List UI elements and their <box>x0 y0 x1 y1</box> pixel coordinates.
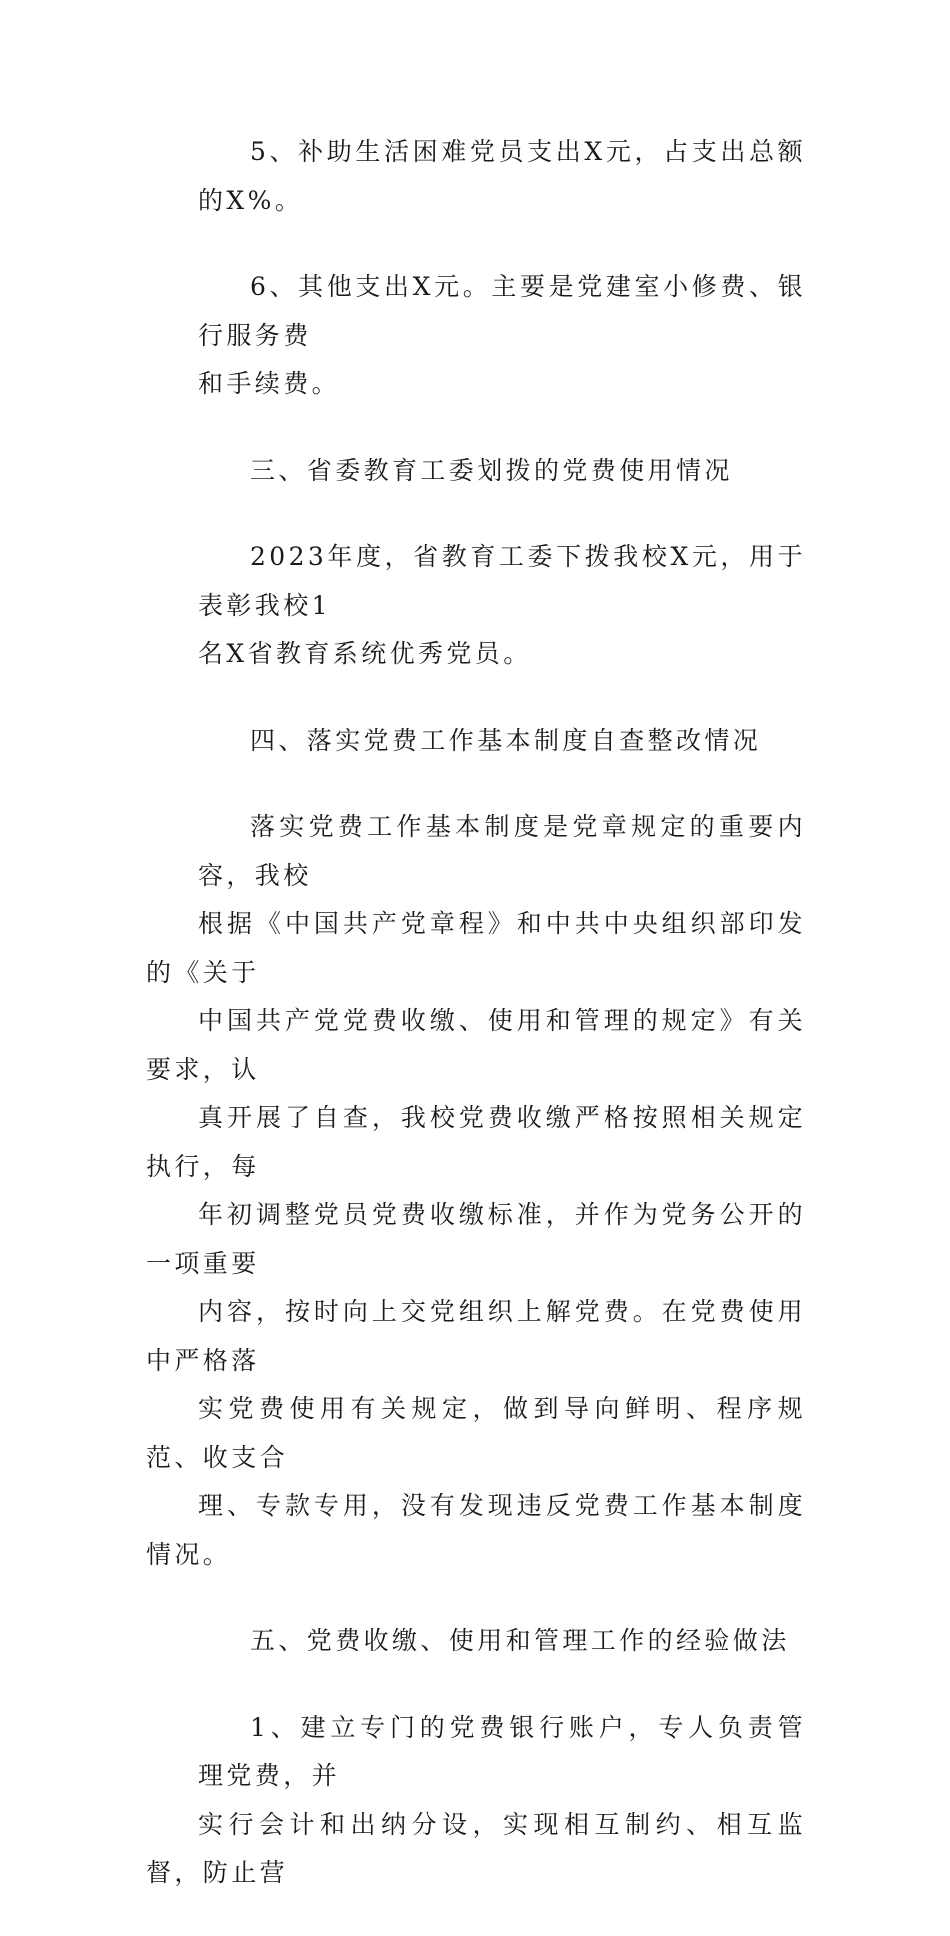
section-heading-4 <box>146 717 806 766</box>
paragraph-line: 落实党费工作基本制度是党章规定的重要内容，我校 <box>198 812 806 890</box>
paragraph-line: 理、专款专用，没有发现违反党费工作基本制度情况。 <box>146 1491 806 1569</box>
paragraph-line: 实党费使用有关规定，做到导向鲜明、程序规范、收支合 <box>146 1394 806 1472</box>
section-heading-5 <box>146 1617 806 1666</box>
paragraph-line: 6、其他支出X元。主要是党建室小修费、银行服务费 <box>198 272 806 350</box>
paragraph-line: 和手续费。 <box>198 369 341 398</box>
paragraph-line: 2023年度，省教育工委下拨我校X元，用于表彰我校1 <box>198 542 806 620</box>
paragraph-line: 真开展了自查，我校党费收缴严格按照相关规定执行，每 <box>146 1103 806 1181</box>
paragraph-item-5 <box>146 128 806 225</box>
paragraph-line: 年初调整党员党费收缴标准，并作为党务公开的一项重要 <box>146 1200 806 1278</box>
section-heading-3 <box>146 447 806 496</box>
paragraph-line: 内容，按时向上交党组织上解党费。在党费使用中严格落 <box>146 1297 806 1375</box>
paragraph-line: 名X省教育系统优秀党员。 <box>198 639 532 668</box>
paragraph-section-3 <box>146 533 806 679</box>
paragraph-line: 实行会计和出纳分设，实现相互制约、相互监督，防止营 <box>146 1809 806 1887</box>
paragraph-section-4 <box>146 803 806 1579</box>
document-page <box>146 128 806 1936</box>
heading-text: 四、落实党费工作基本制度自查整改情况 <box>250 725 762 755</box>
heading-text: 五、党费收缴、使用和管理工作的经验做法 <box>250 1626 790 1655</box>
paragraph-item-6 <box>146 263 806 409</box>
heading-text: 三、省委教育工委划拨的党费使用情况 <box>250 455 733 485</box>
paragraph-section-5 <box>146 1704 806 1898</box>
paragraph-line: 中国共产党党费收缴、使用和管理的规定》有关要求，认 <box>146 1006 806 1084</box>
paragraph-line: 5、补助生活困难党员支出X元，占支出总额的X%。 <box>198 137 806 215</box>
paragraph-line: 根据《中国共产党章程》和中共中央组织部印发的《关于 <box>146 909 806 987</box>
paragraph-line: 1、建立专门的党费银行账户，专人负责管理党费，并 <box>198 1712 806 1790</box>
